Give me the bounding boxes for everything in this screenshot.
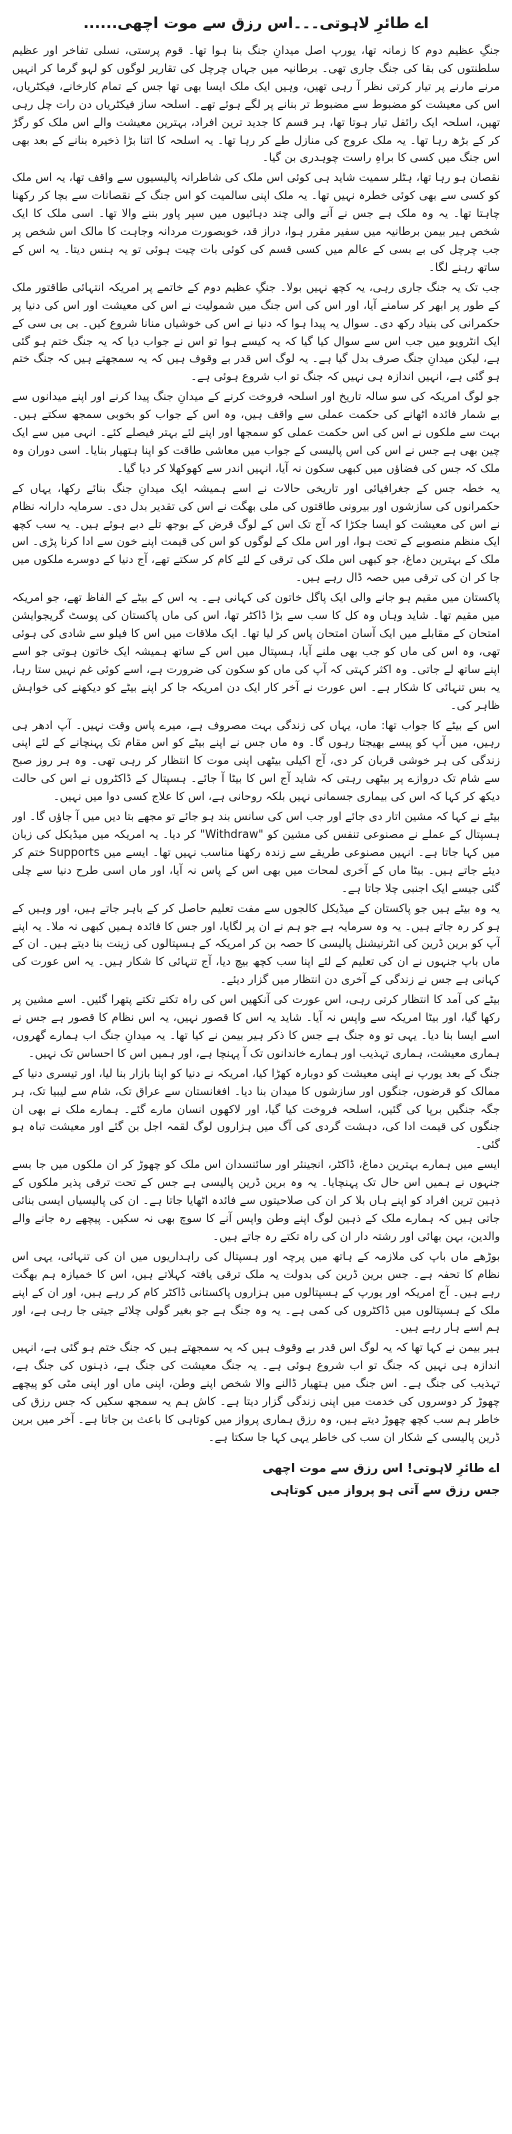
closing-couplet (12, 1457, 500, 1501)
article-paragraph: جنگِ عظیم دوم کا زمانہ تھا، یورپ اصل میدانِ جنگ بنا ہوا تھا۔ قوم پرستی، نسلی تفاخر اور عظیم سلطنتوں کی بقا کی جنگ جاری تھی۔ برطانیہ میں جہاں چرچل کی تقاریر لوگوں کو لہو گرما کر انہیں مرنے مارنے پر تیار کرتی نظر آ رہی تھیں، وہیں ایک ملک ایسا بھی تھا جس کے تمام کارخانے، فیکٹریاں، اس کی معیشت کو مضبوط سے مضبوط تر بنانے پر لگے ہوئے تھے۔ اسلحہ ساز فیکٹریاں دن رات چل رہی تھیں، اسلحہ ایک رائفل تیار ہوتا تھا، ہر قسم کا جدید ترین افراد، بہترین معیشت والے اس ملک کو رگڑ کر کے بڑھ رہا تھا۔ یہ ملک عروج کی منازل طے کر رہا تھا۔ یہ اسلحہ کا اتنا بڑا ذخیرہ بنانے کے بعد بھی اس جنگ میں کسی کا براہِ راست چوہدری بن گیا۔ (12, 44, 500, 165)
article-paragraph: اس کے بیٹے کا جواب تھا: ماں، یہاں کی زندگی بہت مصروف ہے، میرے پاس وقت نہیں۔ آپ ادھر ہی رہیں، میں آپ کو پیسے بھیجتا رہوں گا۔ وہ ماں جس نے اپنے بیٹے کو اس مقام تک پہنچانے کے لئے اپنی زندگی کی ہر خوشی قربان کر دی، آج اکیلی بیٹھی اپنی موت کا انتظار کر رہی تھی۔ وہ ہر روز صبح سے شام تک دروازے پر بیٹھی رہتی کہ شاید آج اس کا بیٹا آ جائے۔ ہسپتال کے ڈاکٹروں نے اس کی حالت دیکھ کر کہا کہ اس کی بیماری جسمانی نہیں بلکہ روحانی ہے، اس کا علاج کسی دوا میں نہیں۔ (12, 718, 500, 804)
couplet-line-2: جس رزق سے آتی ہو پرواز میں کوتاہی (270, 1482, 500, 1497)
article-title: اے طائرِ لاہوتی۔۔۔اس رزق سے موت اچھی...... (83, 14, 429, 32)
article-paragraph: پاکستان میں مقیم ہو جانے والی ایک پاگل خاتون کی کہانی ہے۔ یہ اس کے بیٹے کے الفاظ تھے، جو امریکہ میں مقیم تھا۔ شاید وہاں وہ کل کا سب سے بڑا ڈاکٹر تھا، اس کی ماں پاکستان کی پوسٹ گریجوایشن امتحان کے مقابلے میں ایک آسان امتحان پاس کر لیا تھا۔ ایک ملاقات میں اس کا فیلو سے شادی کی ہوئی تھی، وہ اس کی ماں کو جب بھی ملنے آیا، ہسپتال میں اس کے ساتھ ہمیشہ ایک خاتون ہوتی جو اسے اپنے ساتھ لے جاتی۔ وہ اکثر کہتی کہ آپ کی ماں کو سکون کی ضرورت ہے، اسے کوئی غم نہیں ستا رہا، یہ بس تنہائی کا شکار ہے۔ اس عورت نے آخر کار ایک دن امریکہ جا کر اپنے بیٹے کو دیکھنے کی خواہش ظاہر کی۔ (12, 591, 500, 712)
article-paragraph: جنگ کے بعد یورپ نے اپنی معیشت کو دوبارہ کھڑا کیا، امریکہ نے دنیا کو اپنا بازار بنا لیا، اور تیسری دنیا کے ممالک کو قرضوں، جنگوں اور سازشوں کا میدان بنا دیا۔ افغانستان سے عراق تک، شام سے لیبیا تک، ہر جگہ جنگیں برپا کی گئیں، اسلحہ فروخت کیا گیا، اور لاکھوں انسان مارے گئے۔ ہمارے ملک نے بھی ان جنگوں کی قیمت ادا کی، دہشت گردی کی آگ میں ہزاروں لوگ لقمہ اجل بن گئے اور معیشت تباہ ہو گئی۔ (12, 1066, 500, 1152)
article-paragraph: ایسے میں ہمارے بہترین دماغ، ڈاکٹر، انجینئر اور سائنسدان اس ملک کو چھوڑ کر ان ملکوں میں جا بسے جنہوں نے ہمیں اس حال تک پہنچایا۔ یہ وہ برین ڈرین پالیسی ہے جس کے تحت ترقی پذیر ملکوں کے ذہین ترین افراد کو اپنے ہاں بلا کر ان کی صلاحیتوں سے فائدہ اٹھایا جاتا ہے۔ ان کی پالیسیاں ایسی بنائی جاتی ہیں کہ ہمارے ملک کے ذہین لوگ اپنے وطن واپس آنے کا سوچ بھی نہ سکیں۔ پیچھے رہ جانے والے والدین، بہن بھائی اور رشتہ دار ان کی راہ تکتے رہ جاتے ہیں۔ (12, 1158, 500, 1243)
article-paragraph: ہیر بیمن نے کہا تھا کہ یہ لوگ اس قدر بے وقوف ہیں کہ یہ سمجھتے ہیں کہ جنگ ختم ہو گئی ہے، انہیں اندازہ ہی نہیں کہ جنگ تو اب شروع ہوئی ہے۔ یہ جنگ معیشت کی جنگ ہے، ذہنوں کی جنگ ہے، تہذیب کی جنگ ہے۔ اس جنگ میں ہتھیار ڈالنے والا شخص اپنے وطن، اپنی ماں اور اپنی مٹی کو پیچھے چھوڑ کر دوسروں کی خدمت میں اپنی زندگی گزار دیتا ہے۔ کاش ہم یہ سمجھ سکیں کہ جس رزق کی خاطر ہم سب کچھ چھوڑ دیتے ہیں، وہ رزق ہماری پرواز میں کوتاہی کا باعث بن جاتا ہے۔ آخر میں برین ڈرین پالیسی کے شکار ان سب کی خاطر یہی کہا جا سکتا ہے۔ (12, 1341, 500, 1444)
article-body (12, 42, 500, 2120)
article-paragraph: نقصان ہو رہا تھا، ہٹلر سمیت شاید ہی کوئی اس ملک کی شاطرانہ پالیسیوں سے واقف تھا، یہ اس ملک کو کسی سے بھی کوئی خطرہ نہیں تھا۔ یہ ملک اپنی سالمیت کو اس جنگ کے نقصانات سے بچا کر رکھنا چاہتا تھا۔ یہ وہ ملک ہے جس نے آنے والی چند دہائیوں میں سپر پاور بننے والا تھا۔ اسی ملک کا ایک شخص ہیر بیمن برطانیہ میں سفیر مقرر ہوا، دراز قد، خوبصورت مردانہ وجاہت کا مالک اس شخص پر جب چرچل کی بے بسی کے عالم میں کسی قسم کی کوئی بات چیت ہوئی تو یہ ہنس دیتا۔ یہ اس کے ساتھ رہنے لگا۔ (12, 171, 500, 274)
couplet-line-1: اے طائرِ لاہوتی! اس رزق سے موت اچھی (262, 1460, 500, 1475)
article-paragraph: یہ وہ بیٹے ہیں جو پاکستان کے میڈیکل کالجوں سے مفت تعلیم حاصل کر کے باہر جاتے ہیں، اور وہیں کے ہو کر رہ جاتے ہیں۔ یہ وہ سرمایہ ہے جو ہم نے ان پر لگایا، اور جس کا فائدہ ہمیں کبھی نہ ملا۔ یہ اپنے آپ کو برین ڈرین کی انٹرنیشنل پالیسی کا حصہ بن کر امریکہ کے ہسپتالوں کی زینت بنا دیتے ہیں۔ ان کے ماں باپ جنہوں نے ان کی تعلیم کے لئے اپنا سب کچھ بیچ دیا، آج تنہائی کا شکار ہیں۔ یہ اس عورت کی کہانی ہے جس نے زندگی کے آخری دن انتظار میں گزار دیئے۔ (12, 901, 500, 987)
article-paragraph: بوڑھے ماں باپ کی ملازمہ کے ہاتھ میں پرچہ اور ہسپتال کی راہداریوں میں ان کی تنہائی، یہی اس نظام کا تحفہ ہے۔ جس برین ڈرین کی بدولت یہ ملک ترقی یافتہ کہلاتے ہیں، اس کا خمیازہ ہم بھگت رہے ہیں۔ آج امریکہ اور یورپ کے ہسپتالوں میں ہزاروں پاکستانی ڈاکٹر کام کر رہے ہیں، اور ان کے اپنے ملک کے ہسپتالوں میں ڈاکٹروں کی کمی ہے۔ یہ وہ جنگ ہے جو بغیر گولی چلائے جیتی جا رہی ہے، اور ہم اسے ہار رہے ہیں۔ (12, 1249, 500, 1335)
article-paragraph: بیٹے نے کہا کہ مشین اتار دی جائے اور جب اس کی سانس بند ہو جائے تو مجھے بتا دیں میں آ جاؤں گا۔ اور ہسپتال کے عملے نے مصنوعی تنفس کی مشین کو "Withdraw" کر دیا۔ یہ امریکہ میں میڈیکل کی زبان میں کہا جاتا ہے۔ انہیں مصنوعی طریقے سے زندہ رکھنا مناسب نہیں تھا۔ ایسے میں Supports ختم کر دیئے جاتے ہیں۔ بیٹا ماں کے آخری لمحات میں بھی اس کے پاس نہ آیا، اور ماں اسی طرح دنیا سے چلی گئی جیسے ایک اجنبی چلا جاتا ہے۔ (12, 810, 500, 895)
article-paragraph: جو لوگ امریکہ کی سو سالہ تاریخ اور اسلحہ فروخت کرنے کے میدانِ جنگ پیدا کرنے اور اپنے میدانوں سے بے شمار فائدہ اٹھانے کی حکمت عملی سے واقف ہیں، وہ اس کے جواب کو بخوبی سمجھ سکتے ہیں۔ بہت سے ملکوں نے اس کی اس حکمت عملی کو سمجھا اور اپنے لئے بہتر فیصلے کئے۔ انہی میں سے ایک چین بھی ہے جس نے اس کی اس پالیسی کے جواب میں معاشی طاقت کو اپنا ہتھیار بنایا۔ اسی دوران وہ ملک کہ جس کی فضاؤں میں کبھی سکون نہ آیا، انہیں اندر سے کھوکھلا کر دیا گیا۔ (12, 390, 500, 475)
article-paragraph: بیٹے کی آمد کا انتظار کرتی رہی، اس عورت کی آنکھیں اس کی راہ تکتے تکتے پتھرا گئیں۔ اسے مشین پر رکھا گیا، اور بیٹا امریکہ سے واپس نہ آیا۔ شاید یہ اس کا قصور نہیں، یہ اس نظام کا قصور ہے جس نے اسے ایسا بنا دیا۔ یہی تو وہ جنگ ہے جس کا ذکر ہیر بیمن نے کیا تھا۔ یہ میدانِ جنگ اب ہمارے گھروں، ہماری معیشت، ہماری تہذیب اور ہمارے خاندانوں تک آ پہنچا ہے، اور ہمیں اس کا احساس تک نہیں۔ (12, 993, 500, 1060)
article-paragraph: جب تک یہ جنگ جاری رہی، یہ کچھ نہیں بولا۔ جنگِ عظیم دوم کے خاتمے پر امریکہ انتہائی طاقتور ملک کے طور پر ابھر کر سامنے آیا، اور اس کی اس جنگ میں شمولیت نے اس کی معیشت اور اس کی دنیا پر حکمرانی کی بنیاد رکھ دی۔ سوال یہ پیدا ہوا کہ دنیا نے اس کی خوشیاں منانا شروع کیں۔ بی بی سی کے ایک انٹرویو میں جب اس سے سوال کیا گیا کہ یہ کیسے ہوا تو اس نے جواب دیا کہ یہ جنگ ختم ہو گئی ہے، لیکن میدانِ جنگ صرف بدل گیا ہے۔ یہ لوگ اس قدر بے وقوف ہیں کہ یہ سمجھتے ہیں کہ جنگ ختم ہو گئی ہے، انہیں اندازہ ہی نہیں کہ جنگ تو اب شروع ہوئی ہے۔ (12, 280, 500, 384)
article-paragraph: یہ خطہ جس کے جغرافیائی اور تاریخی حالات نے اسے ہمیشہ ایک میدانِ جنگ بنائے رکھا، یہاں کے حکمرانوں کی سازشوں اور بیرونی طاقتوں کی ملی بھگت نے اس کی تقدیر بدل دی۔ سرمایہ دارانہ نظام نے اس کی معیشت کو ایسا جکڑا کہ آج تک اس کے لوگ قرض کے بوجھ تلے دبے ہوئے ہیں۔ یہ سب کچھ ایک منظم منصوبے کے تحت ہوا، اور اس ملک کے لوگوں کو اس کی قیمت اپنے خون سے ادا کرنا پڑی۔ اس ملک کے بہترین دماغ، جو کبھی اس ملک کی ترقی کے لئے کام کر سکتے تھے، آج دنیا کے دوسرے ملکوں میں جا کر ان کی ترقی میں حصہ ڈال رہے ہیں۔ (12, 481, 500, 585)
